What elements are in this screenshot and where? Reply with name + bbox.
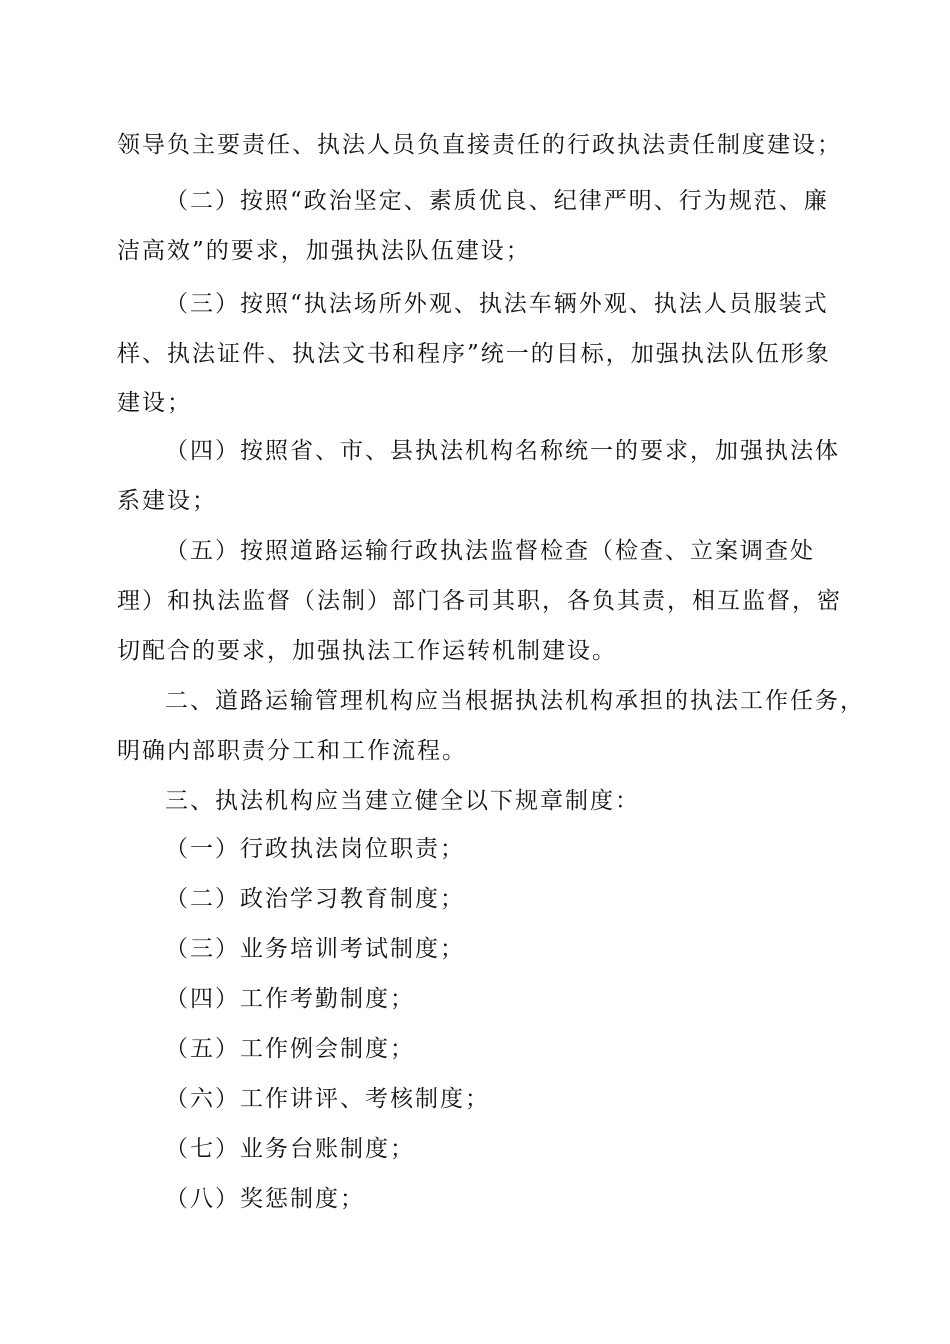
- list-item: （七）业务台账制度；: [165, 1136, 415, 1162]
- list-item: （八）奖惩制度；: [165, 1186, 365, 1212]
- paragraph-line: 理）和执法监督（法制）部门各司其职，各负其责，相互监督，密: [117, 588, 842, 614]
- list-item: （一）行政执法岗位职责；: [165, 836, 465, 862]
- paragraph-line: 二、道路运输管理机构应当根据执法机构承担的执法工作任务，: [165, 688, 865, 714]
- paragraph-line: （三）按照“执法场所外观、执法车辆外观、执法人员服装式: [165, 291, 829, 317]
- list-item: （五）工作例会制度；: [165, 1036, 415, 1062]
- paragraph-line: 样、执法证件、执法文书和程序”统一的目标，加强执法队伍形象: [117, 341, 831, 367]
- paragraph-line: 系建设；: [117, 488, 217, 514]
- paragraph-line: 三、执法机构应当建立健全以下规章制度：: [165, 788, 640, 814]
- paragraph-line: （五）按照道路运输行政执法监督检查（检查、立案调查处: [165, 538, 815, 564]
- list-item: （二）政治学习教育制度；: [165, 886, 465, 912]
- paragraph-line: 洁高效”的要求，加强执法队伍建设；: [117, 238, 531, 264]
- paragraph-line: 切配合的要求，加强执法工作运转机制建设。: [117, 638, 617, 664]
- list-item: （六）工作讲评、考核制度；: [165, 1086, 490, 1112]
- paragraph-line: 明确内部职责分工和工作流程。: [117, 738, 467, 764]
- paragraph-line: （二）按照“政治坚定、素质优良、纪律严明、行为规范、廉: [165, 188, 829, 214]
- paragraph-line: 领导负主要责任、执法人员负直接责任的行政执法责任制度建设；: [117, 132, 842, 158]
- list-item: （四）工作考勤制度；: [165, 986, 415, 1012]
- paragraph-line: （四）按照省、市、县执法机构名称统一的要求，加强执法体: [165, 438, 840, 464]
- paragraph-line: 建设；: [117, 390, 192, 416]
- list-item: （三）业务培训考试制度；: [165, 936, 465, 962]
